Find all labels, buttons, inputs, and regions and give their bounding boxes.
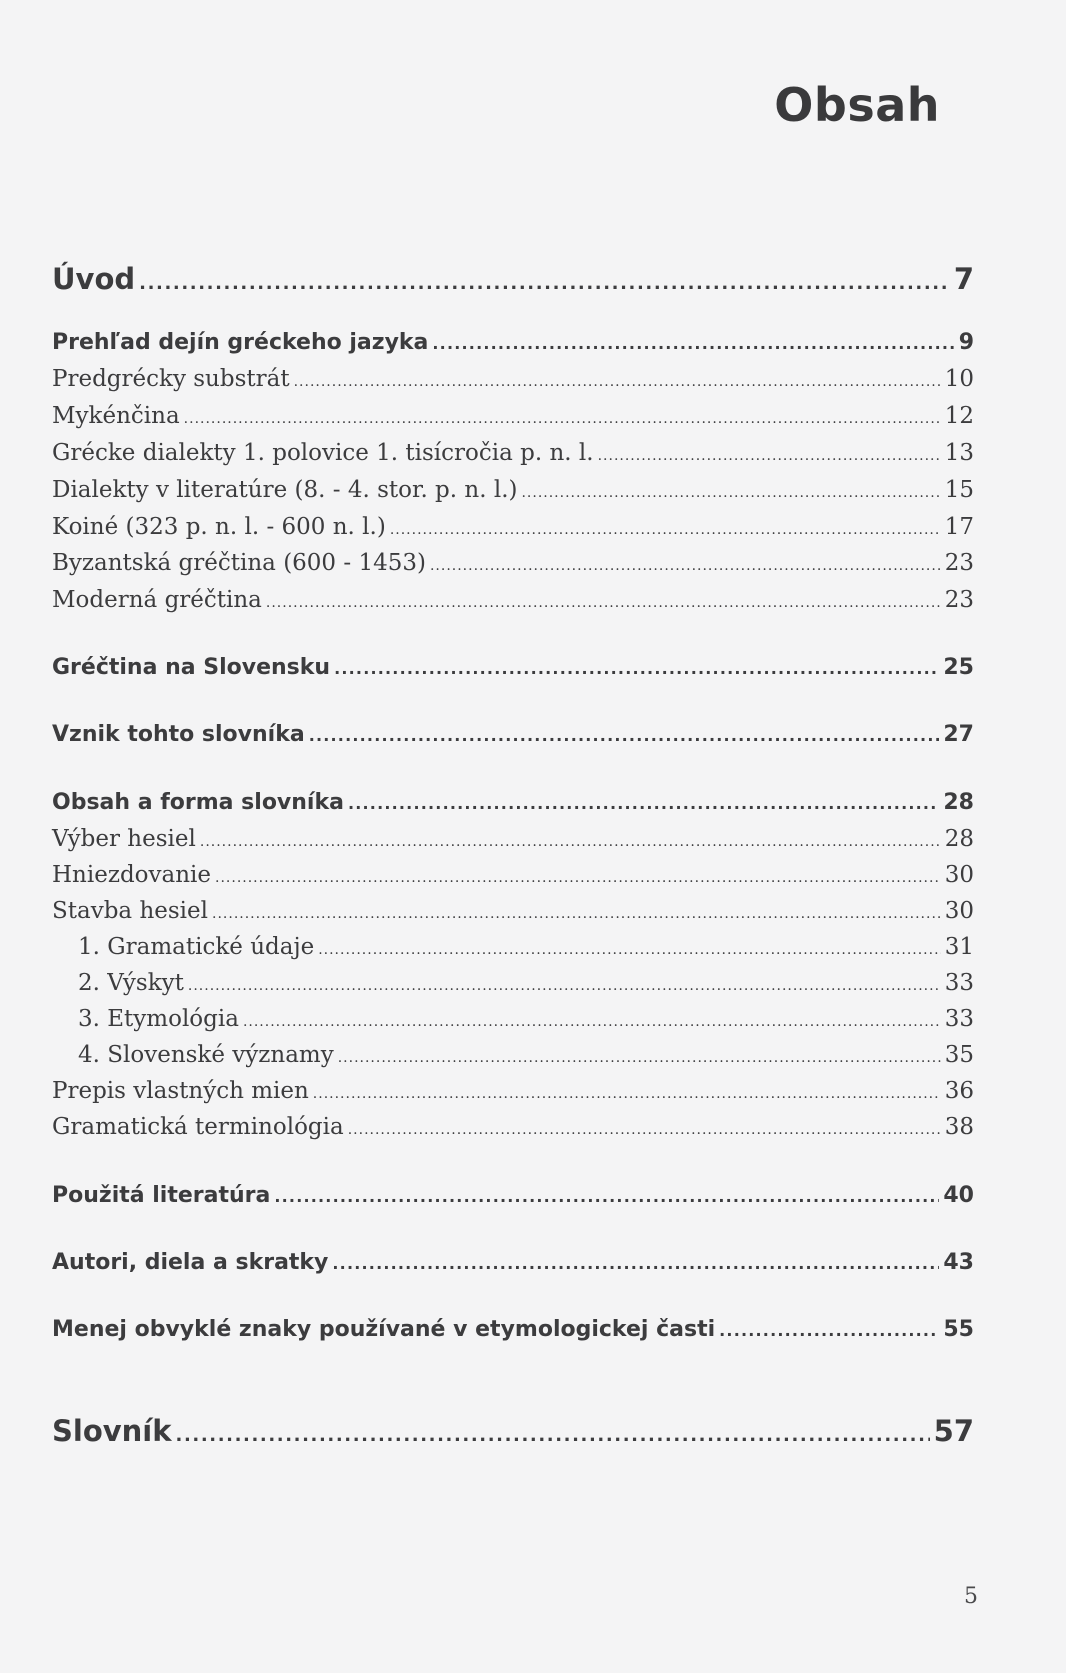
toc-entry[interactable] [52, 262, 974, 296]
toc-entry-title: Úvod [52, 262, 136, 296]
toc-entry-page: 17 [944, 514, 974, 540]
toc-entry[interactable] [52, 826, 974, 852]
toc-entry-title: Koiné (323 p. n. l. - 600 n. l.) [52, 514, 386, 540]
toc-entry[interactable] [52, 1042, 974, 1068]
toc-entry[interactable] [52, 655, 974, 680]
dot-leader [274, 1187, 939, 1206]
dot-leader [521, 485, 940, 501]
toc-entry-title: Autori, diela a skratky [52, 1250, 329, 1275]
toc-entry-title: Menej obvyklé znaky používané v etymologickej časti [52, 1317, 716, 1342]
toc-entry-page: 12 [944, 403, 974, 429]
toc-entry-title: Moderná gréčtina [52, 587, 262, 613]
toc-entry[interactable] [52, 898, 974, 924]
toc-entry-page: 28 [944, 826, 974, 852]
toc-entry[interactable] [52, 1414, 974, 1448]
dot-leader [309, 726, 940, 745]
toc-entry-page: 25 [943, 655, 974, 680]
toc-entry[interactable] [52, 403, 974, 429]
toc-entry-title: Hniezdovanie [52, 862, 212, 888]
toc-entry[interactable] [52, 790, 974, 815]
dot-leader [139, 273, 950, 294]
toc-entry[interactable] [52, 330, 974, 355]
toc-entry-title: Výber hesiel [52, 826, 196, 852]
toc-entry[interactable] [52, 1183, 974, 1208]
dot-leader [348, 1122, 941, 1138]
toc-entry-title: Grécke dialekty 1. polovice 1. tisícročia p. n. l. [52, 440, 594, 466]
toc-entry-title: Gramatická terminológia [52, 1114, 344, 1140]
toc-entry-title: Dialekty v literatúre (8. - 4. stor. p. n. l.) [52, 477, 518, 503]
dot-leader [719, 1321, 939, 1340]
toc-entry-page: 23 [944, 587, 974, 613]
dot-leader [313, 1086, 941, 1102]
toc-entry[interactable] [52, 1006, 974, 1032]
dot-leader [243, 1014, 941, 1030]
dot-leader [188, 978, 941, 994]
toc-entry-title: 3. Etymológia [78, 1006, 239, 1032]
dot-leader [294, 374, 941, 390]
page-title: Obsah [774, 78, 940, 132]
toc-entry-page: 33 [944, 1006, 974, 1032]
toc-entry-title: 4. Slovenské významy [78, 1042, 334, 1068]
toc-entry[interactable] [52, 934, 974, 960]
toc-entry-page: 33 [944, 970, 974, 996]
toc-entry-title: Stavba hesiel [52, 898, 209, 924]
toc-entry[interactable] [52, 550, 974, 576]
dot-leader [334, 659, 939, 678]
toc-entry-page: 30 [944, 898, 974, 924]
toc-entry-page: 57 [933, 1414, 974, 1448]
toc-entry-page: 38 [944, 1114, 974, 1140]
dot-leader [212, 906, 941, 922]
toc-entry[interactable] [52, 722, 974, 747]
toc-entry-page: 35 [944, 1042, 974, 1068]
toc-entry-page: 7 [953, 262, 974, 296]
dot-leader [348, 794, 939, 813]
toc-entry-page: 10 [944, 366, 974, 392]
dot-leader [176, 1425, 930, 1446]
dot-leader [430, 558, 941, 574]
toc-entry-page: 36 [944, 1078, 974, 1104]
toc-entry-page: 15 [944, 477, 974, 503]
toc-entry-title: Gréčtina na Slovensku [52, 655, 331, 680]
dot-leader [266, 595, 941, 611]
toc-entry-title: Mykénčina [52, 403, 180, 429]
toc-entry-title: Obsah a forma slovníka [52, 790, 344, 815]
dot-leader [338, 1050, 941, 1066]
dot-leader [215, 870, 941, 886]
toc-entry-title: Byzantská gréčtina (600 - 1453) [52, 550, 426, 576]
toc-entry-title: 2. Výskyt [78, 970, 184, 996]
toc-entry[interactable] [52, 440, 974, 466]
toc-entry-page: 13 [944, 440, 974, 466]
toc-entry-page: 40 [943, 1183, 974, 1208]
toc-entry[interactable] [52, 1317, 974, 1342]
dot-leader [598, 448, 941, 464]
dot-leader [332, 1254, 939, 1273]
toc-entry-title: Prehľad dejín gréckeho jazyka [52, 330, 429, 355]
toc-entry-page: 43 [943, 1250, 974, 1275]
toc-entry-page: 31 [944, 934, 974, 960]
toc-entry[interactable] [52, 477, 974, 503]
dot-leader [390, 522, 941, 538]
toc-entry-page: 23 [944, 550, 974, 576]
page-number: 5 [964, 1584, 978, 1609]
toc-entry-title: 1. Gramatické údaje [78, 934, 315, 960]
toc-entry-title: Vznik tohto slovníka [52, 722, 305, 747]
toc-entry[interactable] [52, 1078, 974, 1104]
toc-entry[interactable] [52, 587, 974, 613]
toc-entry[interactable] [52, 514, 974, 540]
toc-entry-page: 27 [943, 722, 974, 747]
toc-entry-page: 55 [943, 1317, 974, 1342]
dot-leader [318, 942, 941, 958]
toc-entry-page: 9 [958, 330, 974, 355]
toc-entry[interactable] [52, 1114, 974, 1140]
dot-leader [432, 334, 954, 353]
toc-entry-page: 30 [944, 862, 974, 888]
toc-entry-page: 28 [943, 790, 974, 815]
toc-entry-title: Použitá literatúra [52, 1183, 271, 1208]
toc-entry[interactable] [52, 862, 974, 888]
toc-entry[interactable] [52, 1250, 974, 1275]
toc-entry[interactable] [52, 366, 974, 392]
toc-entry-title: Predgrécky substrát [52, 366, 290, 392]
toc-entry-title: Prepis vlastných mien [52, 1078, 309, 1104]
toc-entry-title: Slovník [52, 1414, 172, 1448]
toc-entry[interactable] [52, 970, 974, 996]
dot-leader [184, 411, 941, 427]
dot-leader [200, 834, 941, 850]
